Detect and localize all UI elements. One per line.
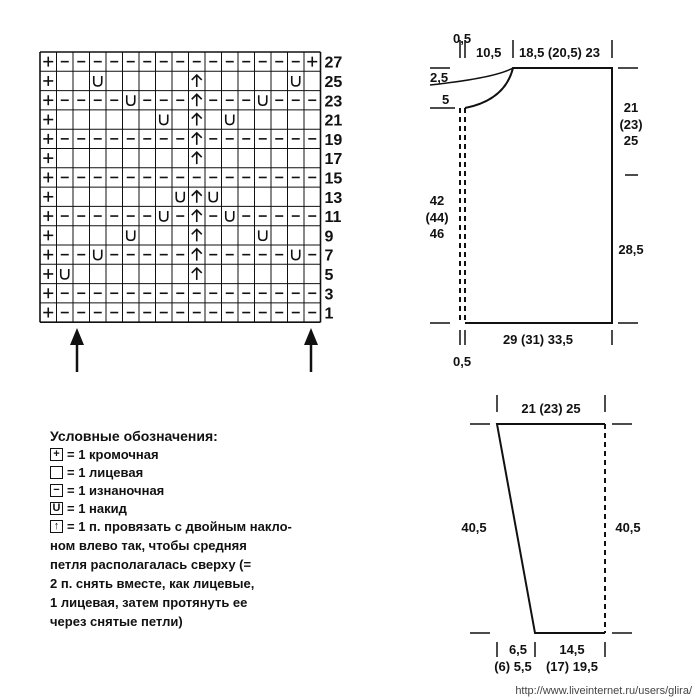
sleeve-bottom-right-label: 14,5 <box>559 642 585 657</box>
legend-item <box>50 482 350 500</box>
yarn-over-icon <box>292 250 300 260</box>
row-number: 25 <box>324 73 343 91</box>
row-number: 17 <box>324 151 343 169</box>
legend-text: = 1 лицевая <box>67 465 144 480</box>
edge-stitch-icon <box>43 115 53 125</box>
double-decrease-icon <box>192 133 202 145</box>
double-decrease-icon <box>192 75 202 87</box>
legend-description-line: 2 п. снять вместе, как лицевые, <box>50 576 255 591</box>
legend-description <box>50 536 350 631</box>
legend-item <box>50 464 350 482</box>
body-shoulder-label: 18,5 (20,5) 23 <box>519 45 600 60</box>
edge-stitch-icon <box>43 308 53 318</box>
legend-symbol-icon: U <box>50 502 63 515</box>
row-number: 27 <box>324 54 343 72</box>
legend-symbol-icon: − <box>50 484 63 497</box>
edge-stitch-icon <box>43 57 53 67</box>
body-pattern <box>425 31 643 369</box>
sleeve-bottom-right-sub-label: (17) 19,5 <box>545 659 599 674</box>
arrows <box>70 328 318 372</box>
yarn-over-icon <box>94 76 102 86</box>
row-number: 11 <box>324 209 342 227</box>
watermark: http://www.liveinternet.ru/users/glira/ <box>515 685 692 697</box>
yarn-over-icon <box>259 230 267 240</box>
body-neck-depth-front-label: 2,5 <box>430 70 449 85</box>
edge-stitch-icon <box>43 269 53 279</box>
right-arrow-icon <box>304 328 318 372</box>
row-number: 5 <box>324 266 334 284</box>
legend-description-line: петля располагалась сверху (= <box>50 557 252 572</box>
yarn-over-icon <box>61 269 69 279</box>
yarn-over-icon <box>259 95 267 105</box>
body-armhole-mid-label: (23) <box>619 117 643 132</box>
edge-stitch-icon <box>43 134 53 144</box>
row-number: 15 <box>324 170 343 188</box>
legend-text: = 1 накид <box>67 501 127 516</box>
body-length-top-label: 42 <box>429 193 445 208</box>
body-armhole-top-label: 21 <box>623 100 639 115</box>
edge-stitch-icon <box>43 250 53 260</box>
legend-text: = 1 изнаночная <box>67 483 165 498</box>
legend-description-line: через снятые петли) <box>50 614 183 629</box>
edge-stitch-icon <box>43 230 53 240</box>
row-number: 13 <box>324 189 343 207</box>
legend-text: = 1 п. провязать с двойным накло- <box>67 519 292 534</box>
legend-items <box>50 446 350 536</box>
edge-stitch-icon <box>43 192 53 202</box>
row-number: 7 <box>324 247 334 265</box>
double-decrease-icon <box>192 94 202 106</box>
legend-item <box>50 518 350 536</box>
edge-stitch-icon <box>43 172 53 182</box>
edge-stitch-icon <box>43 76 53 86</box>
legend-text: = 1 кромочная <box>67 447 159 462</box>
left-arrow-icon <box>70 328 84 372</box>
row-numbers <box>325 55 343 323</box>
stitch-chart <box>40 52 321 322</box>
yarn-over-icon <box>209 192 217 202</box>
sleeve-left-length-label: 40,5 <box>461 520 487 535</box>
row-number: 23 <box>324 93 343 111</box>
legend-symbol-icon: + <box>50 448 63 461</box>
sleeve-bottom-left-label: 6,5 <box>508 642 528 657</box>
double-decrease-icon <box>192 210 202 222</box>
body-neck-depth-label: 5 <box>442 92 450 107</box>
edge-stitch-icon <box>43 95 53 105</box>
body-width-label: 29 (31) 33,5 <box>502 332 574 347</box>
edge-stitch-icon <box>43 153 53 163</box>
body-length-bottom-label: 46 <box>429 226 445 241</box>
sleeve-pattern <box>461 395 640 674</box>
row-number: 9 <box>324 228 334 246</box>
yarn-over-icon <box>160 211 168 221</box>
body-neck-width-label: 10,5 <box>476 45 502 60</box>
double-decrease-icon <box>192 229 202 241</box>
legend-description-line: ном влево так, чтобы средняя <box>50 538 247 553</box>
double-decrease-icon <box>192 114 202 126</box>
edge-stitch-icon <box>307 57 317 67</box>
row-number: 19 <box>324 131 343 149</box>
body-armhole-bottom-label: 25 <box>623 133 639 148</box>
body-side-length-label: 28,5 <box>618 242 644 257</box>
yarn-over-icon <box>226 115 234 125</box>
edge-stitch-icon <box>43 211 53 221</box>
sleeve-right-length-label: 40,5 <box>615 520 641 535</box>
body-bottom-left-label: 0,5 <box>453 354 472 369</box>
double-decrease-icon <box>192 152 202 164</box>
legend-symbol-icon <box>50 466 63 479</box>
sleeve-top-width-label: 21 (23) 25 <box>521 401 581 416</box>
yarn-over-icon <box>160 115 168 125</box>
yarn-over-icon <box>292 76 300 86</box>
yarn-over-icon <box>94 250 102 260</box>
body-top-left-label: 0,5 <box>453 31 472 46</box>
row-number: 3 <box>324 286 334 304</box>
legend-description-line: 1 лицевая, затем протянуть ее <box>50 595 248 610</box>
yarn-over-icon <box>226 211 234 221</box>
sleeve-bottom-left-sub-label: (6) 5,5 <box>494 659 532 674</box>
double-decrease-icon <box>192 268 202 280</box>
yarn-over-icon <box>176 192 184 202</box>
row-number: 1 <box>324 305 334 323</box>
yarn-over-icon <box>127 230 135 240</box>
edge-stitch-icon <box>43 288 53 298</box>
legend-title: Условные обозначения: <box>50 428 218 444</box>
row-number: 21 <box>324 112 343 130</box>
body-length-mid-label: (44) <box>425 210 449 225</box>
double-decrease-icon <box>192 191 202 203</box>
yarn-over-icon <box>127 95 135 105</box>
legend-item <box>50 446 350 464</box>
legend-item <box>50 500 350 518</box>
legend-symbol-icon: ↑ <box>50 520 63 533</box>
legend <box>50 427 350 631</box>
double-decrease-icon <box>192 249 202 261</box>
